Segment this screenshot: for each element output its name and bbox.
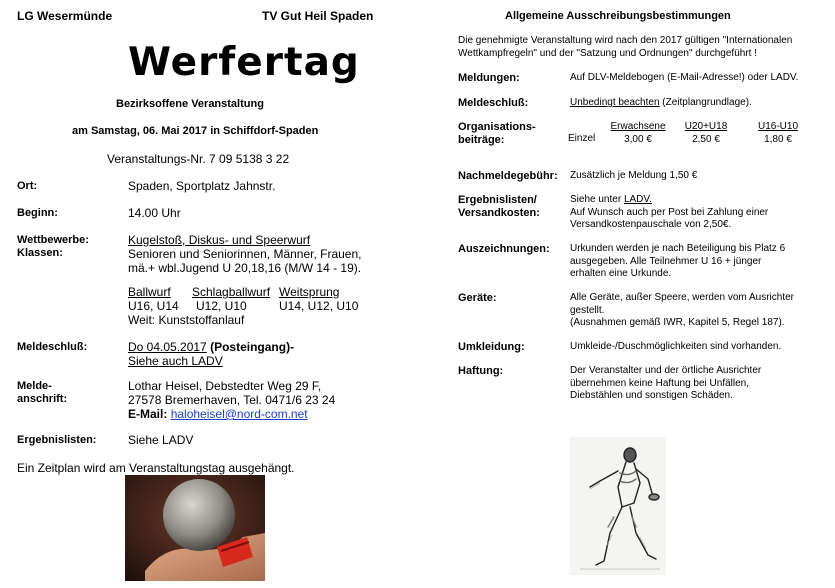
ergebnislisten-value: Siehe LADV bbox=[128, 433, 194, 447]
event-number: Veranstaltungs-Nr. 7 09 5138 3 22 bbox=[107, 152, 290, 166]
classes-line1: Senioren und Seniorinnen, Männer, Frauen, bbox=[128, 247, 362, 261]
ort-value: Spaden, Sportplatz Jahnstr. bbox=[128, 179, 276, 193]
intro-text: Die genehmigte Veranstaltung wird nach den 2017 gültigen "Internationalen Wettkampfregeln" und der "Satzung und Ordnungen" durchgeführt ! bbox=[458, 35, 793, 59]
classes-line2: mä.+ wbl.Jugend U 20,18,16 (M/W 14 - 19). bbox=[128, 261, 362, 275]
date-line: am Samstag, 06. Mai 2017 in Schiffdorf-Spaden bbox=[72, 125, 319, 137]
haftung-label: Haftung: bbox=[458, 365, 504, 377]
meldeschluss-label: Meldeschluß: bbox=[17, 341, 88, 353]
ladv-link[interactable]: LADV. bbox=[623, 194, 652, 205]
disciplines: Kugelstoß, Diskus- und Speerwurf bbox=[128, 233, 311, 247]
geraete-value: Alle Geräte, außer Speere, werden vom Ausrichter gestellt. (Ausnahmen gemäß IWR, Kapitel 5, Regel 187). bbox=[570, 292, 794, 328]
beginn-label: Beginn: bbox=[17, 207, 58, 219]
nachmelde-value: Zusätzlich je Meldung 1,50 € bbox=[570, 170, 698, 181]
meldungen-label: Meldungen: bbox=[458, 72, 520, 84]
weitsprung-column: Weitsprung U14, U12, U10 bbox=[279, 285, 359, 313]
auszeichnungen-label: Auszeichnungen: bbox=[458, 243, 550, 255]
club-center: TV Gut Heil Spaden bbox=[262, 9, 374, 23]
meldungen-value: Auf DLV-Meldebogen (E-Mail-Adresse!) oder LADV. bbox=[570, 72, 799, 83]
page-title: Werfertag bbox=[128, 40, 360, 85]
discus-thrower-sketch bbox=[570, 437, 666, 575]
schlagball-column: Schlagballwurf U12, U10 bbox=[192, 285, 271, 313]
nachmelde-label: Nachmeldegebühr: bbox=[458, 170, 558, 182]
beitraege-row-label: Einzel bbox=[568, 133, 596, 144]
meldeschluss-right-value: Unbedingt beachten (Zeitplangrundlage). bbox=[570, 97, 752, 108]
zeitplan-note: Ein Zeitplan wird am Veranstaltungstag ausgehängt. bbox=[17, 461, 295, 475]
beitraege-label: Organisations- beiträge: bbox=[458, 121, 536, 146]
meldeschluss-value: Do 04.05.2017 (Posteingang)- Siehe auch LADV bbox=[128, 340, 295, 368]
subtitle: Bezirksoffene Veranstaltung bbox=[116, 98, 264, 110]
umkleidung-value: Umkleide-/Duschmöglichkeiten sind vorhanden. bbox=[570, 341, 782, 352]
wettbewerbe-label: Wettbewerbe: Klassen: bbox=[17, 234, 89, 259]
club-left: LG Wesermünde bbox=[17, 9, 113, 23]
ballwurf-column: Ballwurf U16, U14 bbox=[128, 285, 179, 313]
beginn-value: 14.00 Uhr bbox=[128, 206, 181, 220]
ergebnislisten-label: Ergebnislisten: bbox=[17, 434, 97, 446]
beitrag-u20-u18: U20+U18 2,50 € bbox=[684, 121, 728, 145]
shot-put-photo bbox=[125, 475, 265, 581]
meldeschluss-right-label: Meldeschluß: bbox=[458, 97, 529, 109]
umkleidung-label: Umkleidung: bbox=[458, 341, 525, 353]
geraete-label: Geräte: bbox=[458, 292, 497, 304]
weit-note: Weit: Kunststoffanlauf bbox=[128, 313, 245, 327]
wettbewerbe-details bbox=[128, 233, 362, 275]
beitrag-u16-u10: U16-U10 1,80 € bbox=[757, 121, 799, 145]
haftung-value: Der Veranstalter und der örtliche Ausrichter übernehmen keine Haftung bei Unfällen, Diebstählen und sonstigen Schäden. bbox=[570, 365, 762, 401]
meldeanschrift-label: Melde- anschrift: bbox=[17, 380, 68, 405]
email-link[interactable]: haloheisel@nord-com.net bbox=[170, 407, 308, 421]
ort-label: Ort: bbox=[17, 180, 38, 192]
ergebnis-label: Ergebnislisten/ Versandkosten: bbox=[458, 194, 540, 219]
right-heading: Allgemeine Ausschreibungsbestimmungen bbox=[505, 10, 731, 22]
meldeanschrift-value: Lothar Heisel, Debstedter Weg 29 F, 27578 Bremerhaven, Tel. 0471/6 23 24 E-Mail: haloheisel@nord-com.net bbox=[128, 379, 336, 421]
auszeichnungen-value: Urkunden werden je nach Beteiligung bis Platz 6 ausgegeben. Alle Teilnehmer U 16 + jünger erhalten eine Urkunde. bbox=[570, 243, 786, 279]
ergebnis-value: Siehe unter LADV. Auf Wunsch auch per Post bei Zahlung einer Versandkostenpauschale von 2,50€. bbox=[570, 194, 769, 230]
beitrag-erwachsene: Erwachsene 3,00 € bbox=[610, 121, 666, 145]
